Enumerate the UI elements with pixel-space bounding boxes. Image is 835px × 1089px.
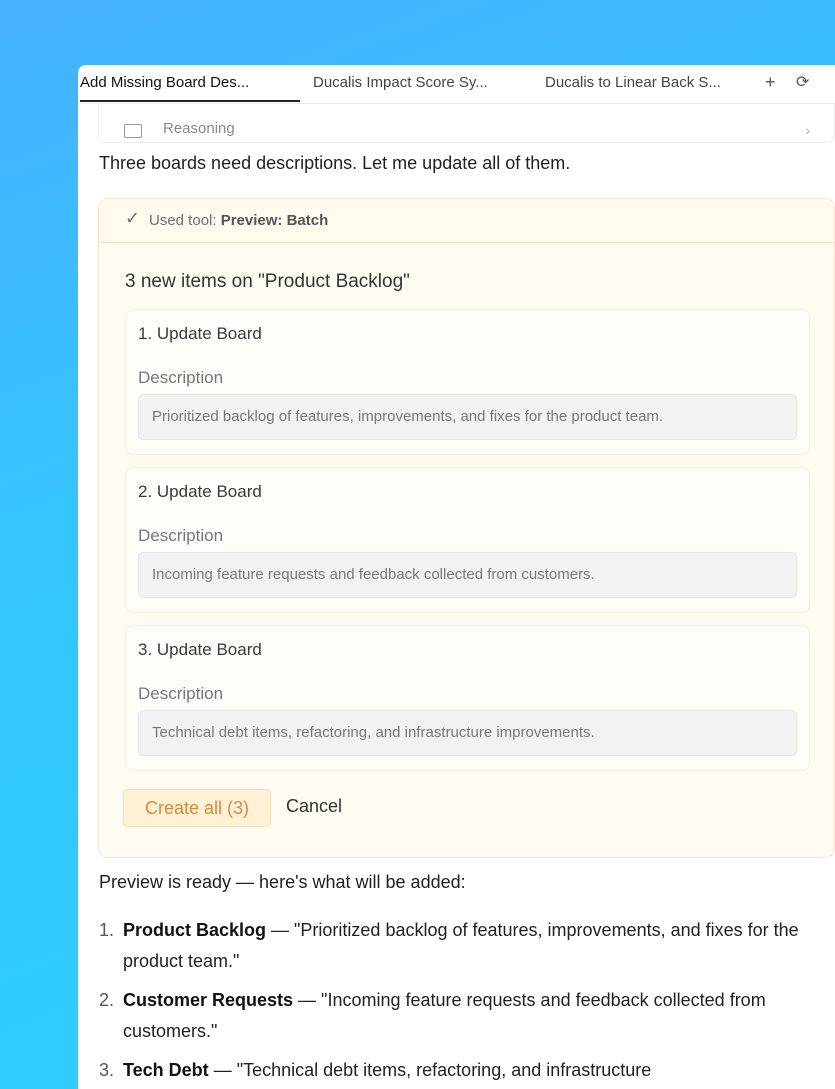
tab-bar bbox=[78, 65, 835, 104]
list-item bbox=[99, 985, 829, 1047]
description-value: Technical debt items, refactoring, and infrastructure improvements. bbox=[152, 724, 595, 741]
tool-preview-batch bbox=[98, 198, 835, 858]
plus-icon[interactable]: + bbox=[765, 72, 776, 92]
reasoning-label: Reasoning bbox=[163, 120, 235, 137]
description-field[interactable] bbox=[138, 394, 797, 440]
tool-header bbox=[99, 199, 834, 243]
board-description: — "Technical debt items, refactoring, and infrastructure bbox=[208, 1060, 652, 1080]
check-icon: ✓ bbox=[125, 208, 141, 228]
tab-add-missing-board-descriptions[interactable]: Add Missing Board Des... bbox=[80, 65, 300, 102]
reasoning-icon bbox=[124, 124, 142, 138]
chat-panel bbox=[78, 65, 835, 1089]
summary-list bbox=[99, 915, 829, 1089]
preview-ready-text: Preview is ready — here's what will be added: bbox=[99, 872, 466, 892]
chevron-right-icon: › bbox=[805, 122, 810, 138]
board-name: Tech Debt bbox=[123, 1060, 209, 1080]
update-card bbox=[125, 467, 810, 613]
board-name: Customer Requests bbox=[123, 990, 294, 1010]
description-field[interactable] bbox=[138, 710, 797, 756]
list-item bbox=[99, 1055, 829, 1086]
card-title: 3. Update Board bbox=[138, 640, 262, 659]
list-number: 1. bbox=[99, 920, 115, 940]
description-label: Description bbox=[138, 526, 224, 545]
description-field[interactable] bbox=[138, 552, 797, 598]
batch-title: 3 new items on "Product Backlog" bbox=[125, 271, 410, 292]
description-value: Prioritized backlog of features, improvements, and fixes for the product team. bbox=[152, 408, 664, 425]
assistant-intro-text: Three boards need descriptions. Let me update all of them. bbox=[99, 153, 571, 173]
create-all-button[interactable]: Create all (3) bbox=[123, 789, 271, 827]
board-name: Product Backlog bbox=[123, 920, 267, 940]
tab-ducalis-impact-score[interactable]: Ducalis Impact Score Sy... bbox=[313, 74, 488, 91]
history-icon[interactable]: ⟳ bbox=[796, 74, 810, 91]
list-item bbox=[99, 915, 829, 977]
description-value: Incoming feature requests and feedback collected from customers. bbox=[152, 566, 595, 583]
update-card bbox=[125, 309, 810, 455]
card-title: 1. Update Board bbox=[138, 324, 262, 343]
tool-used-label: Used tool: Preview: Batch bbox=[149, 212, 329, 229]
description-label: Description bbox=[138, 684, 224, 703]
tab-ducalis-to-linear[interactable]: Ducalis to Linear Back S... bbox=[545, 74, 721, 91]
list-number: 3. bbox=[99, 1060, 115, 1080]
board-description: — "Prioritized backlog of features, improvements, and fixes for the product team." bbox=[123, 920, 799, 971]
cancel-button[interactable]: Cancel bbox=[286, 796, 343, 816]
update-card bbox=[125, 625, 810, 771]
board-description: — "Incoming feature requests and feedback collected from customers." bbox=[123, 990, 766, 1041]
tool-name: Preview: Batch bbox=[220, 212, 329, 229]
card-title: 2. Update Board bbox=[138, 482, 262, 501]
list-number: 2. bbox=[99, 990, 115, 1010]
description-label: Description bbox=[138, 368, 224, 387]
